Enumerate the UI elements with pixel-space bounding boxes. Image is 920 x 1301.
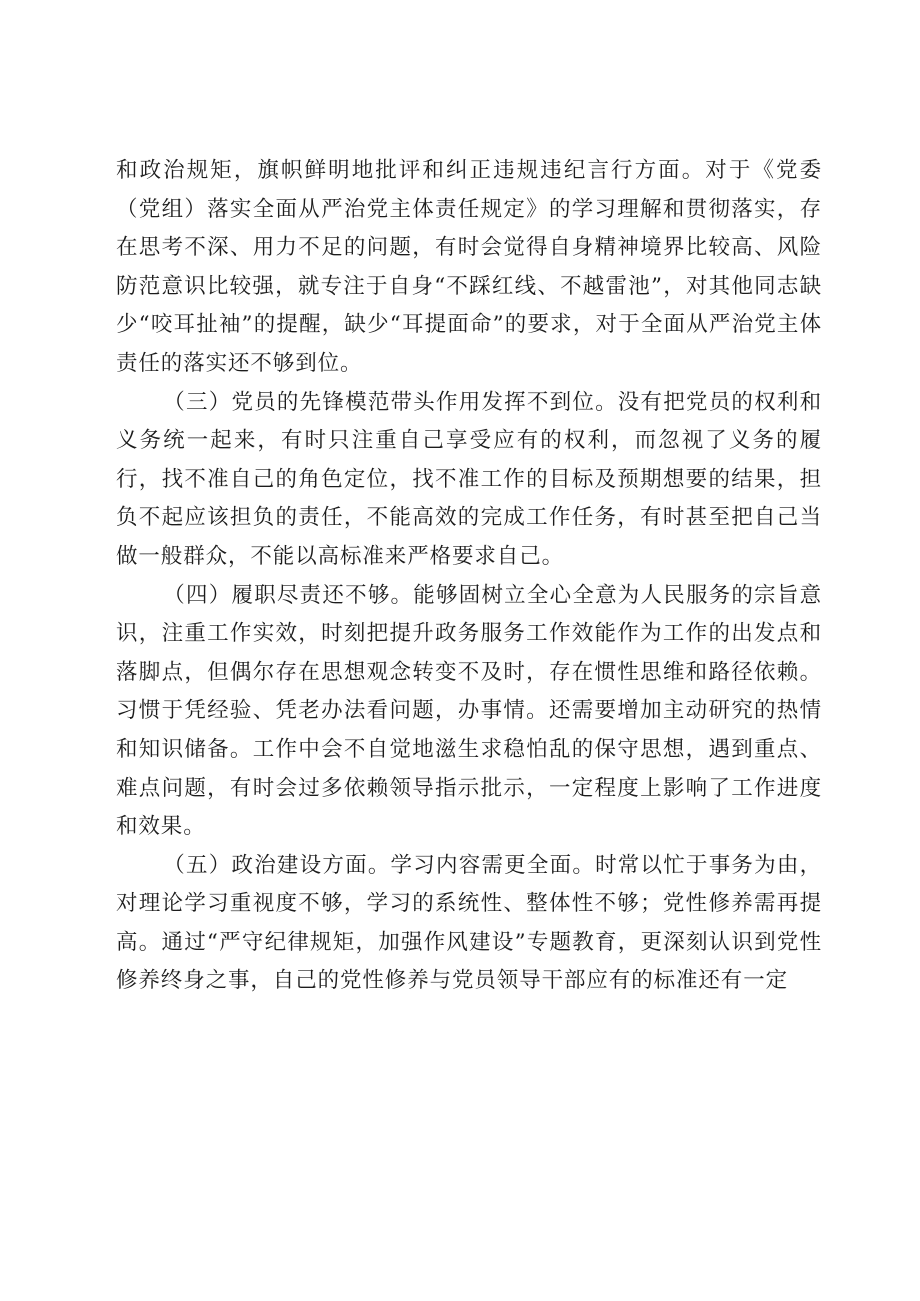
paragraph-section-5: （五）政治建设方面。学习内容需更全面。时常以忙于事务为由，对理论学习重视度不够，学习的系统性、整体性不够；党性修养需再提高。通过“严守纪律规矩，加强作风建设”专题教育，更深刻认识到党性修养终身之事，自己的党性修养与党员领导干部应有的标准还有一定 — [116, 852, 822, 994]
paragraph-continuation: 和政治规矩，旗帜鲜明地批评和纠正违规违纪言行方面。对于《党委（党组）落实全面从严治党主体责任规定》的学习理解和贯彻落实，存在思考不深、用力不足的问题，有时会觉得自身精神境界比较高、风险防范意识比较强，就专注于自身“不踩红线、不越雷池”，对其他同志缺少“咬耳扯袖”的提醒，缺少“耳提面命”的要求，对于全面从严治党主体责任的落实还不够到位。 — [116, 158, 822, 376]
paragraph-section-3: （三）党员的先锋模范带头作用发挥不到位。没有把党员的权利和义务统一起来，有时只注重自己享受应有的权利，而忽视了义务的履行，找不准自己的角色定位，找不准工作的目标及预期想要的结果，担负不起应该担负的责任，不能高效的完成工作任务，有时甚至把自己当做一般群众，不能以高标准来严格要求自己。 — [116, 389, 822, 569]
document-body — [116, 152, 822, 1001]
paragraph-section-4: （四）履职尽责还不够。能够固树立全心全意为人民服务的宗旨意识，注重工作实效，时刻把提升政务服务工作效能作为工作的出发点和落脚点，但偶尔存在思想观念转变不及时，存在惯性思维和路径依赖。习惯于凭经验、凭老办法看问题，办事情。还需要增加主动研究的热情和知识储备。工作中会不自觉地滋生求稳怕乱的保守思想，遇到重点、难点问题，有时会过多依赖领导指示批示，一定程度上影响了工作进度和效果。 — [116, 582, 822, 840]
